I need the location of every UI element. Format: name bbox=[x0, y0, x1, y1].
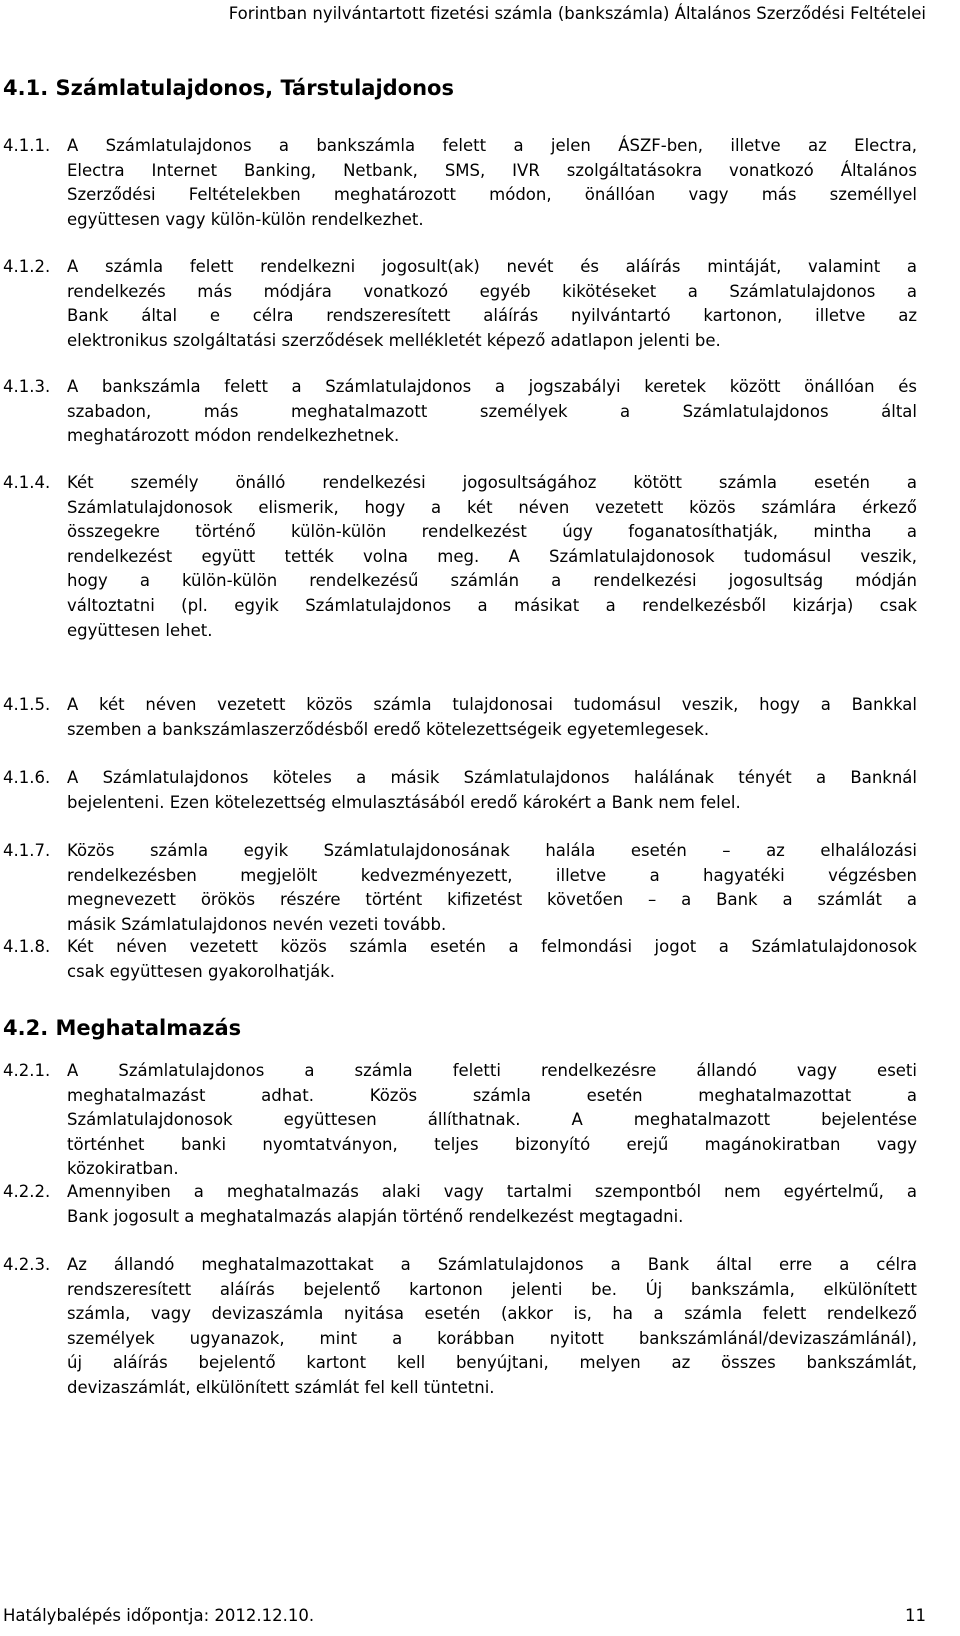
paragraph-line: Amennyiben a meghatalmazás alaki vagy tartalmi szempontból nem egyértelmű, a bbox=[67, 1182, 917, 1201]
paragraph-line: Két néven vezetett közös számla esetén a felmondási jogot a Számlatulajdonosok bbox=[67, 937, 917, 956]
paragraph-number: 4.1.4. bbox=[3, 473, 51, 492]
paragraph-line: Electra Internet Banking, Netbank, SMS, IVR szolgáltatásokra vonatkozó Általános bbox=[67, 160, 917, 180]
paragraph-line: Bank által e célra rendszeresített aláírás nyilvántartó kartonon, illetve az bbox=[67, 306, 917, 326]
paragraph-line: összegekre történő külön-külön rendelkezést úgy foganatosíthatják, mintha a bbox=[67, 522, 917, 542]
paragraph-line: Számlatulajdonosok elismerik, hogy a két néven vezetett közös számlára érkező bbox=[67, 497, 917, 517]
paragraph bbox=[3, 134, 917, 232]
paragraph-number: 4.1.8. bbox=[3, 937, 51, 956]
paragraph-number: 4.1.7. bbox=[3, 841, 51, 860]
paragraph-number: 4.1.6. bbox=[3, 768, 51, 787]
paragraph-line: A Számlatulajdonos a számla feletti rendelkezésre állandó vagy eseti bbox=[67, 1061, 917, 1080]
paragraph-line: Közös számla egyik Számlatulajdonosának halála esetén – az elhalálozási bbox=[67, 841, 917, 860]
paragraph bbox=[3, 935, 917, 984]
paragraph bbox=[3, 1180, 917, 1229]
paragraph-line: rendszeresített aláírás bejelentő kartonon jelenti be. Új bankszámla, elkülönített bbox=[67, 1279, 917, 1299]
running-header: Forintban nyilvántartott fizetési számla (bankszámla) Általános Szerződési Feltételei bbox=[228, 4, 926, 23]
section-heading-4-1: 4.1. Számlatulajdonos, Társtulajdonos bbox=[3, 76, 454, 100]
paragraph-line: történhet banki nyomtatványon, teljes bizonyító erejű magánokiratban vagy bbox=[67, 1134, 917, 1154]
paragraph-line: együttesen lehet. bbox=[67, 620, 213, 640]
paragraph-line: szabadon, más meghatalmazott személyek a Számlatulajdonos által bbox=[67, 401, 917, 421]
page-number: 11 bbox=[905, 1606, 926, 1625]
paragraph bbox=[3, 1059, 917, 1182]
paragraph-line: rendelkezésben megjelölt kedvezményezett, illetve a hagyatéki végzésben bbox=[67, 865, 917, 885]
paragraph-line: A Számlatulajdonos a bankszámla felett a jelen ÁSZF-ben, illetve az Electra, bbox=[67, 136, 917, 155]
paragraph-line: Számlatulajdonosok együttesen állíthatnak. A meghatalmazott bejelentése bbox=[67, 1110, 917, 1130]
paragraph-line: rendelkezést együtt tették volna meg. A Számlatulajdonosok tudomásul veszik, bbox=[67, 546, 917, 566]
paragraph-number: 4.2.2. bbox=[3, 1182, 51, 1201]
paragraph-line: közokiratban. bbox=[67, 1159, 179, 1179]
paragraph bbox=[3, 1253, 917, 1401]
paragraph-line: Két személy önálló rendelkezési jogosultságához kötött számla esetén a bbox=[67, 473, 917, 492]
paragraph-number: 4.1.2. bbox=[3, 257, 51, 276]
paragraph-line: meghatalmazást adhat. Közös számla esetén meghatalmazottat a bbox=[67, 1085, 917, 1105]
paragraph-line: számla, vagy devizaszámla nyitása esetén (akkor is, ha a számla felett rendelkező bbox=[67, 1304, 917, 1324]
paragraph-line: A bankszámla felett a Számlatulajdonos a jogszabályi keretek között önállóan és bbox=[67, 377, 917, 396]
paragraph-number: 4.2.3. bbox=[3, 1255, 51, 1274]
paragraph-line: új aláírás bejelentő kartont kell benyújtani, melyen az összes bankszámlát, bbox=[67, 1353, 917, 1373]
paragraph bbox=[3, 693, 917, 742]
paragraph-line: csak együttesen gyakorolhatják. bbox=[67, 961, 336, 981]
paragraph-line: devizaszámlát, elkülönített számlát fel kell tüntetni. bbox=[67, 1377, 495, 1397]
paragraph bbox=[3, 375, 917, 449]
paragraph bbox=[3, 839, 917, 937]
paragraph-line: meghatározott módon rendelkezhetnek. bbox=[67, 426, 400, 446]
paragraph-number: 4.1.3. bbox=[3, 377, 51, 396]
paragraph-line: bejelenteni. Ezen kötelezettség elmulasztásából eredő károkért a Bank nem felel. bbox=[67, 792, 741, 812]
paragraph-line: Szerződési Feltételekben meghatározott módon, önállóan vagy más személlyel bbox=[67, 185, 917, 205]
paragraph-line: A két néven vezetett közös számla tulajdonosai tudomásul veszik, hogy a Bankkal bbox=[67, 695, 917, 714]
paragraph-line: Bank jogosult a meghatalmazás alapján történő rendelkezést megtagadni. bbox=[67, 1206, 684, 1226]
paragraph bbox=[3, 766, 917, 815]
paragraph-line: másik Számlatulajdonos nevén vezeti tovább. bbox=[67, 914, 447, 934]
paragraph-line: együttesen vagy külön-külön rendelkezhet. bbox=[67, 209, 424, 229]
paragraph-line: A Számlatulajdonos köteles a másik Számlatulajdonos halálának tényét a Banknál bbox=[67, 768, 917, 787]
paragraph-line: szemben a bankszámlaszerződésből eredő kötelezettségeik egyetemlegesek. bbox=[67, 719, 710, 739]
paragraph-line: változtatni (pl. egyik Számlatulajdonos a másikat a rendelkezésből kizárja) csak bbox=[67, 595, 917, 615]
paragraph-line: megnevezett örökös részére történt kifizetést követően – a Bank a számlát a bbox=[67, 890, 917, 910]
effective-date: Hatálybalépés időpontja: 2012.12.10. bbox=[3, 1606, 315, 1625]
paragraph bbox=[3, 471, 917, 643]
paragraph-number: 4.1.1. bbox=[3, 136, 51, 155]
paragraph-line: Az állandó meghatalmazottakat a Számlatulajdonos a Bank által erre a célra bbox=[67, 1255, 917, 1274]
paragraph-line: rendelkezés más módjára vonatkozó egyéb kikötéseket a Számlatulajdonos a bbox=[67, 281, 917, 301]
paragraph-line: hogy a külön-külön rendelkezésű számlán a rendelkezési jogosultság módján bbox=[67, 571, 917, 591]
paragraph-line: A számla felett rendelkezni jogosult(ak) nevét és aláírás mintáját, valamint a bbox=[67, 257, 917, 276]
section-heading-4-2: 4.2. Meghatalmazás bbox=[3, 1016, 242, 1040]
paragraph-number: 4.2.1. bbox=[3, 1061, 51, 1080]
paragraph-line: személyek ugyanazok, mint a korábban nyitott bankszámlánál/devizaszámlánál), bbox=[67, 1328, 917, 1348]
paragraph-line: elektronikus szolgáltatási szerződések mellékletét képező adatlapon jelenti be. bbox=[67, 330, 721, 350]
paragraph-number: 4.1.5. bbox=[3, 695, 51, 714]
paragraph bbox=[3, 255, 917, 353]
